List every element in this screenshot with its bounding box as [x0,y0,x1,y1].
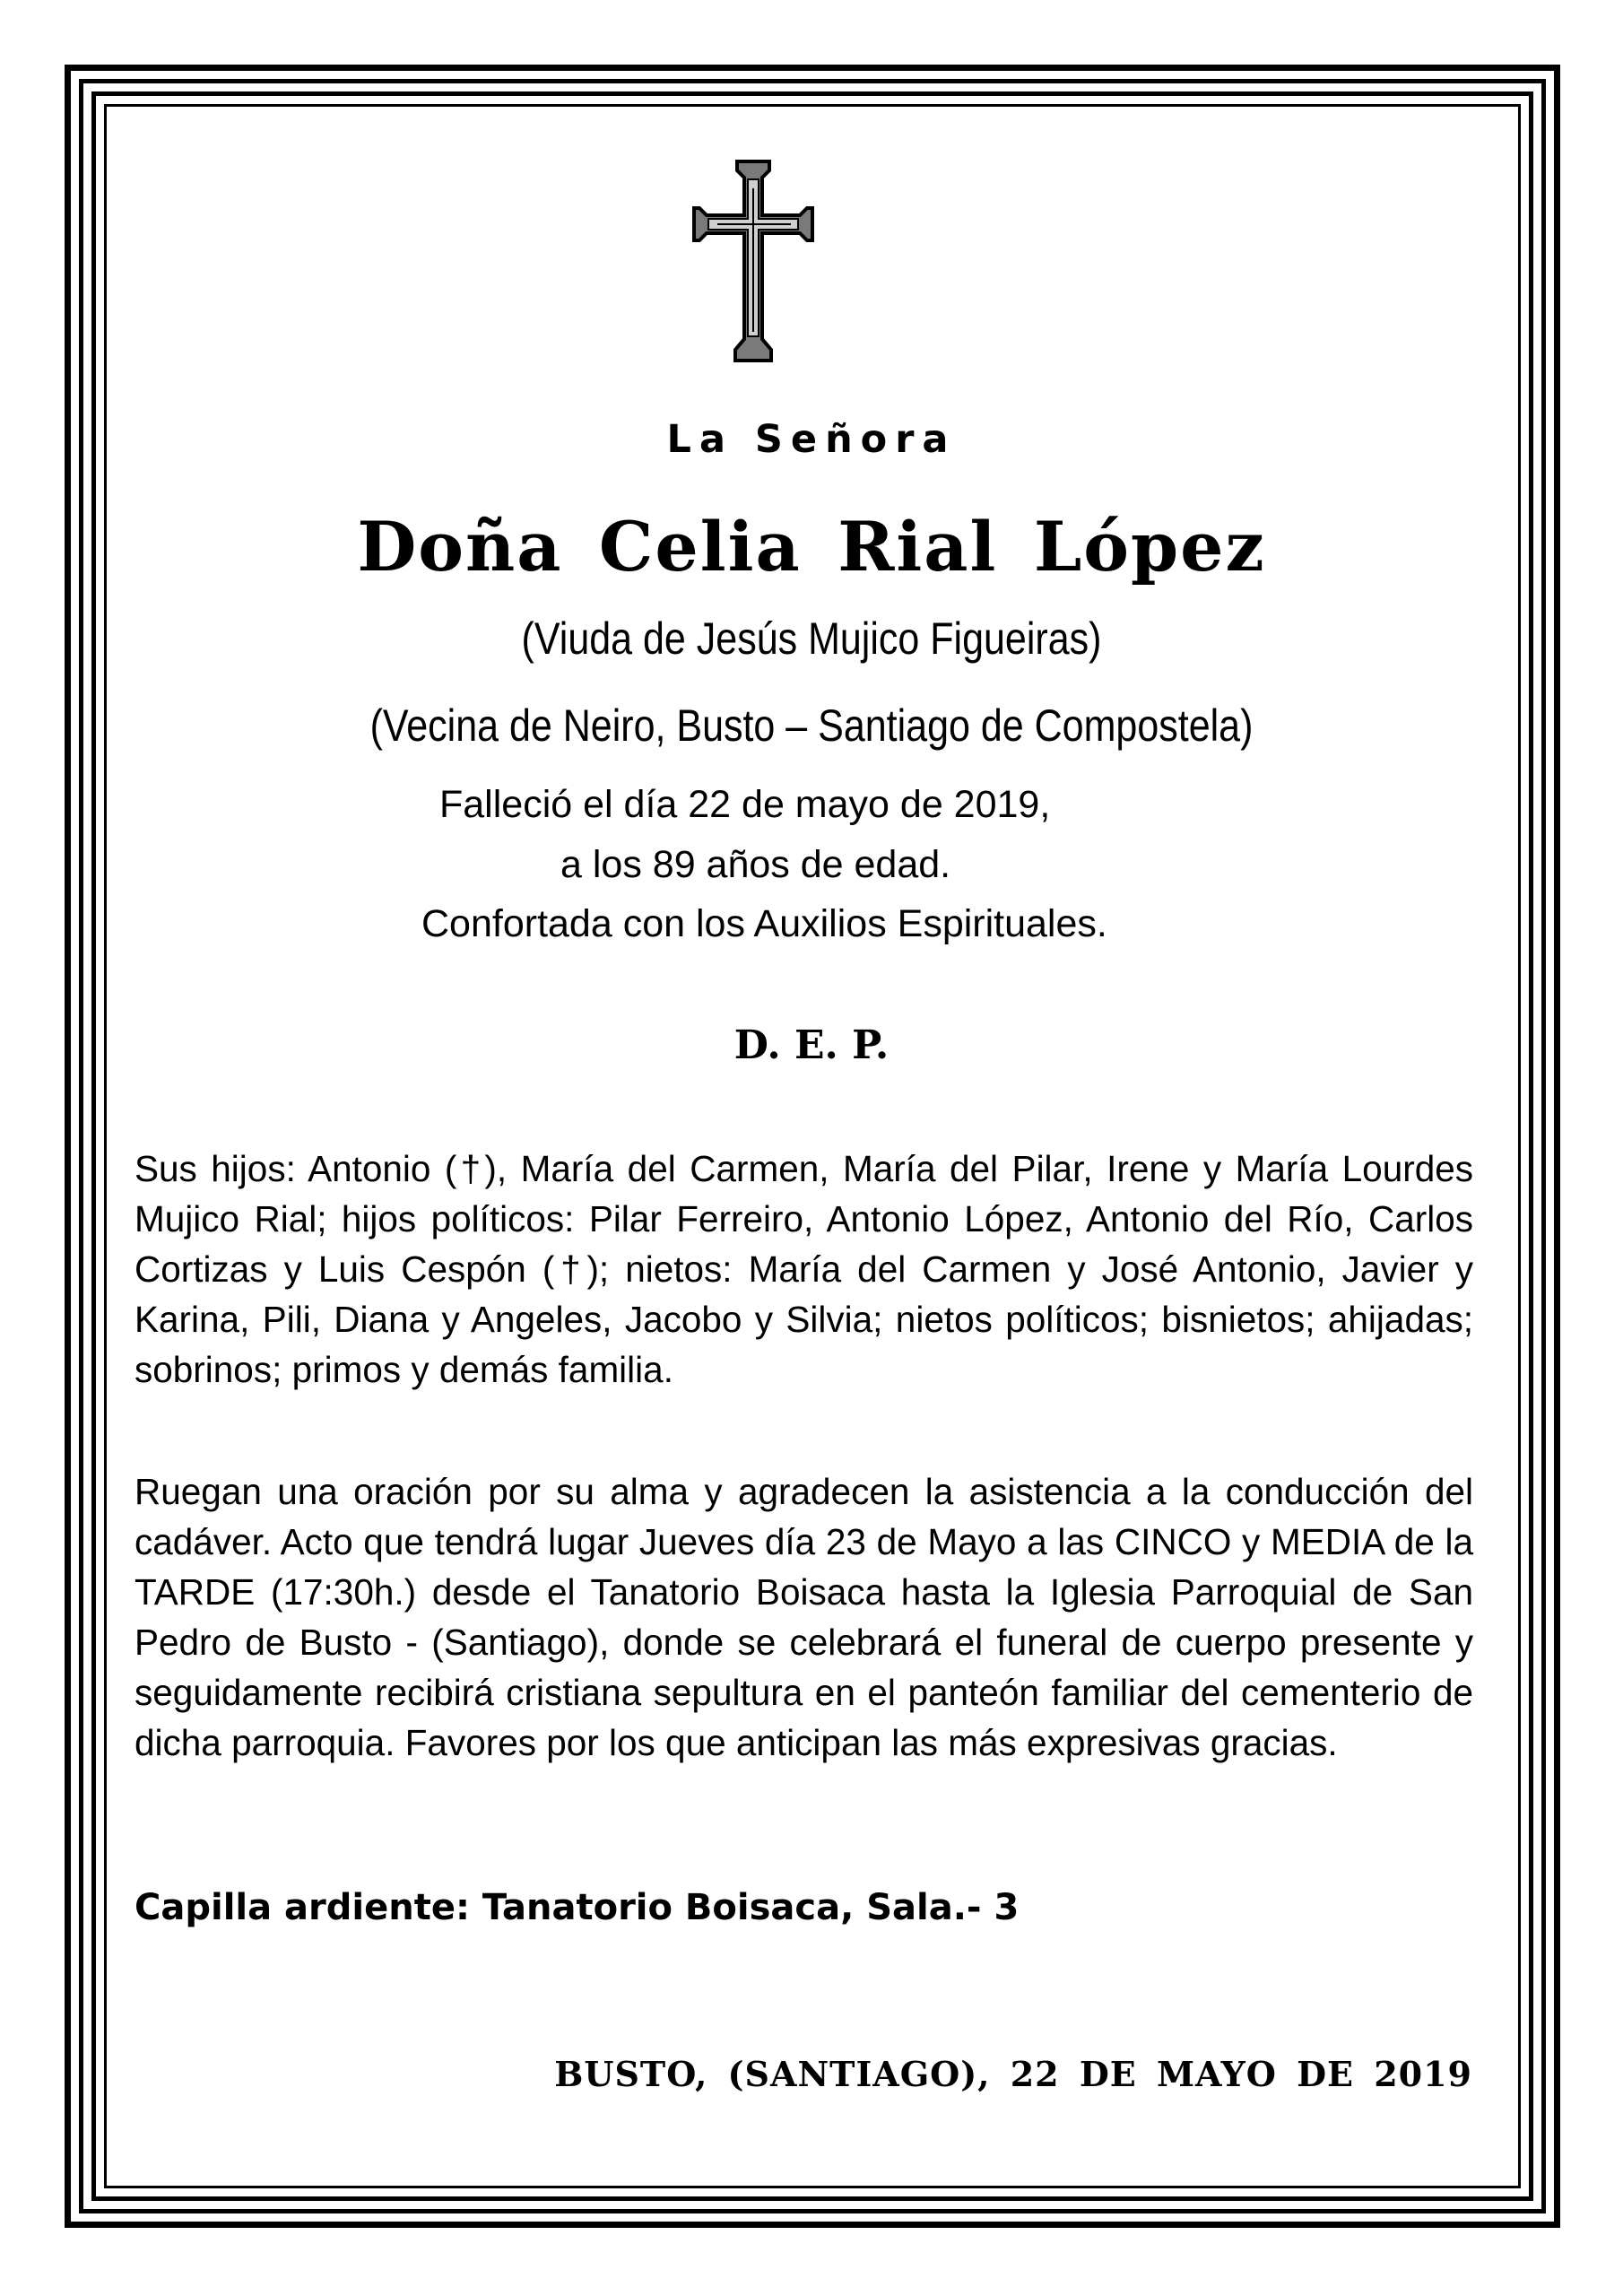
deceased-name: Doña Celia Rial López [357,507,1266,587]
widow-of: (Viuda de Jesús Mujico Figueiras) [521,613,1102,664]
comfort-line: Confortada con los Auxilios Espirituales. [421,902,1107,945]
heading: La Señora [666,417,957,462]
place-date: BUSTO, (SANTIAGO), 22 DE MAYO DE 2019 [554,2054,1472,2094]
residence: (Vecina de Neiro, Busto – Santiago de Compostela) [369,700,1254,751]
rip-text: D. E. P. [733,1022,890,1068]
service-paragraph: Ruegan una oración por su alma y agradecen la asistencia a la conducción del cadáver. Acto que tendrá lugar Jueves día 23 de Mayo a las CINCO y MEDIA de la TARDE (17:30h.) desde el Tanatorio Boisaca hasta la Iglesia Parroquial de San Pedro de Busto - (Santiago), donde se celebrará el funeral de cuerpo presente y seguidamente recibirá cristiana sepultura en el panteón familiar del cementerio de dicha parroquia. Favores por los que anticipan las más expresivas gracias. [135,1471,1473,1763]
chapel-info: Capilla ardiente: Tanatorio Boisaca, Sala.- 3 [135,1887,1020,1928]
age-line: a los 89 años de edad. [560,843,951,886]
latin-cross-icon [690,152,816,368]
family-paragraph: Sus hijos: Antonio (†), María del Carmen, María del Pilar, Irene y María Lourdes Mujico Rial; hijos políticos: Pilar Ferreiro, Antonio López, Antonio del Río, Carlos Cortizas y Luis Cespón (†); nietos: María del Carmen y José Antonio, Javier y Karina, Pili, Diana y Angeles, Jacobo y Silvia; nietos políticos; bisnietos; ahijadas; sobrinos; primos y demás familia. [135,1148,1473,1390]
death-line: Falleció el día 22 de mayo de 2019, [439,783,1051,826]
